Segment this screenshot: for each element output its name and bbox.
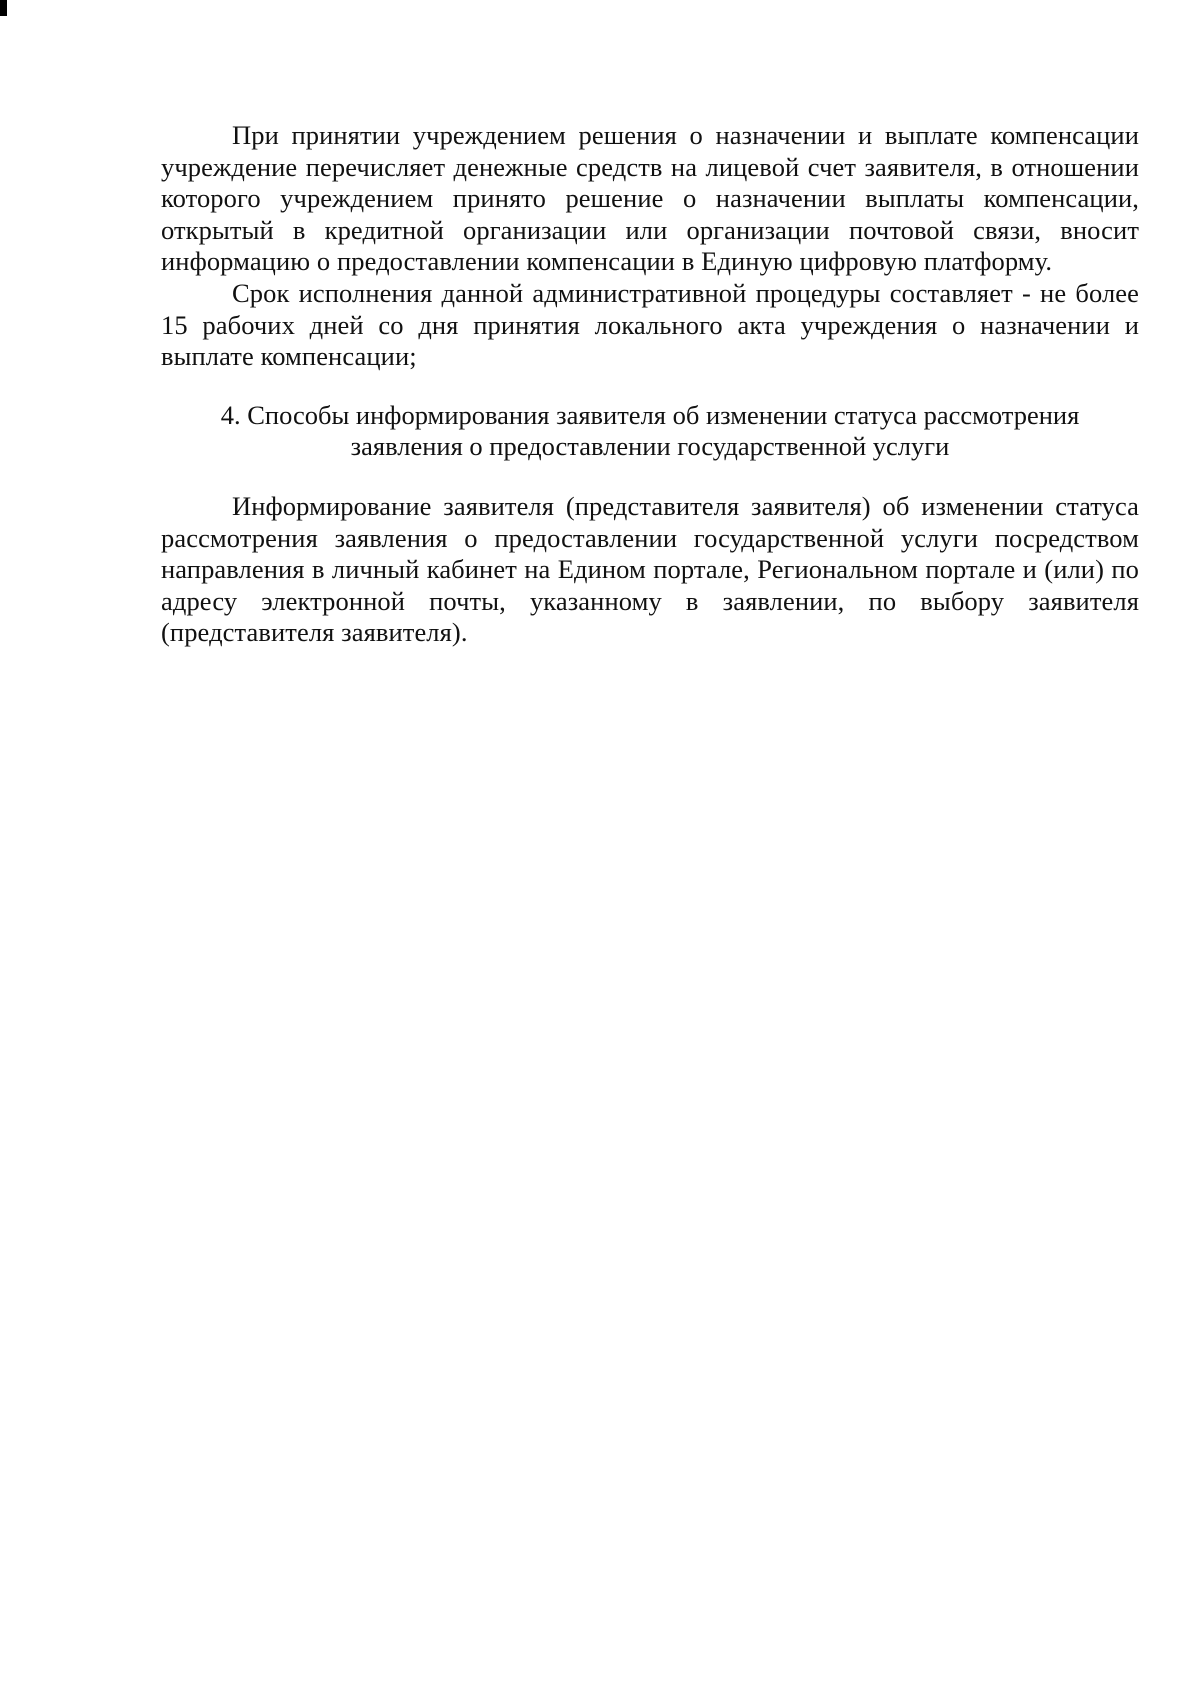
scan-edge-mark bbox=[0, 0, 7, 16]
section-heading bbox=[161, 400, 1139, 463]
paragraph-applicant-informing: Информирование заявителя (представителя заявителя) об изменении статуса рассмотрения заявления о предоставлении государственной услуги посредством направления в личный кабинет на Едином портале, Региональном портале и (или) по адресу электронной почты, указанному в заявлении, по выбору заявителя (представителя заявителя). bbox=[161, 490, 1139, 648]
paragraph-procedure-deadline: Срок исполнения данной административной процедуры составляет - не более 15 рабочих дней со дня принятия локального акта учреждения о назначении и выплате компенсации; bbox=[161, 277, 1139, 372]
document-page bbox=[161, 120, 1139, 649]
section-heading-line-2: заявления о предоставлении государственной услуги bbox=[350, 431, 950, 462]
paragraph-compensation-transfer: При принятии учреждением решения о назначении и выплате компенсации учреждение перечисляет денежные средств на лицевой счет заявителя, в отношении которого учреждением принято решение о назначении выплаты компенсации, открытый в кредитной организации или организации почтовой связи, вносит информацию о предоставлении компенсации в Единую цифровую платформу. bbox=[161, 120, 1139, 277]
section-heading-line-1: 4. Способы информирования заявителя об изменении статуса рассмотрения bbox=[220, 399, 1080, 430]
